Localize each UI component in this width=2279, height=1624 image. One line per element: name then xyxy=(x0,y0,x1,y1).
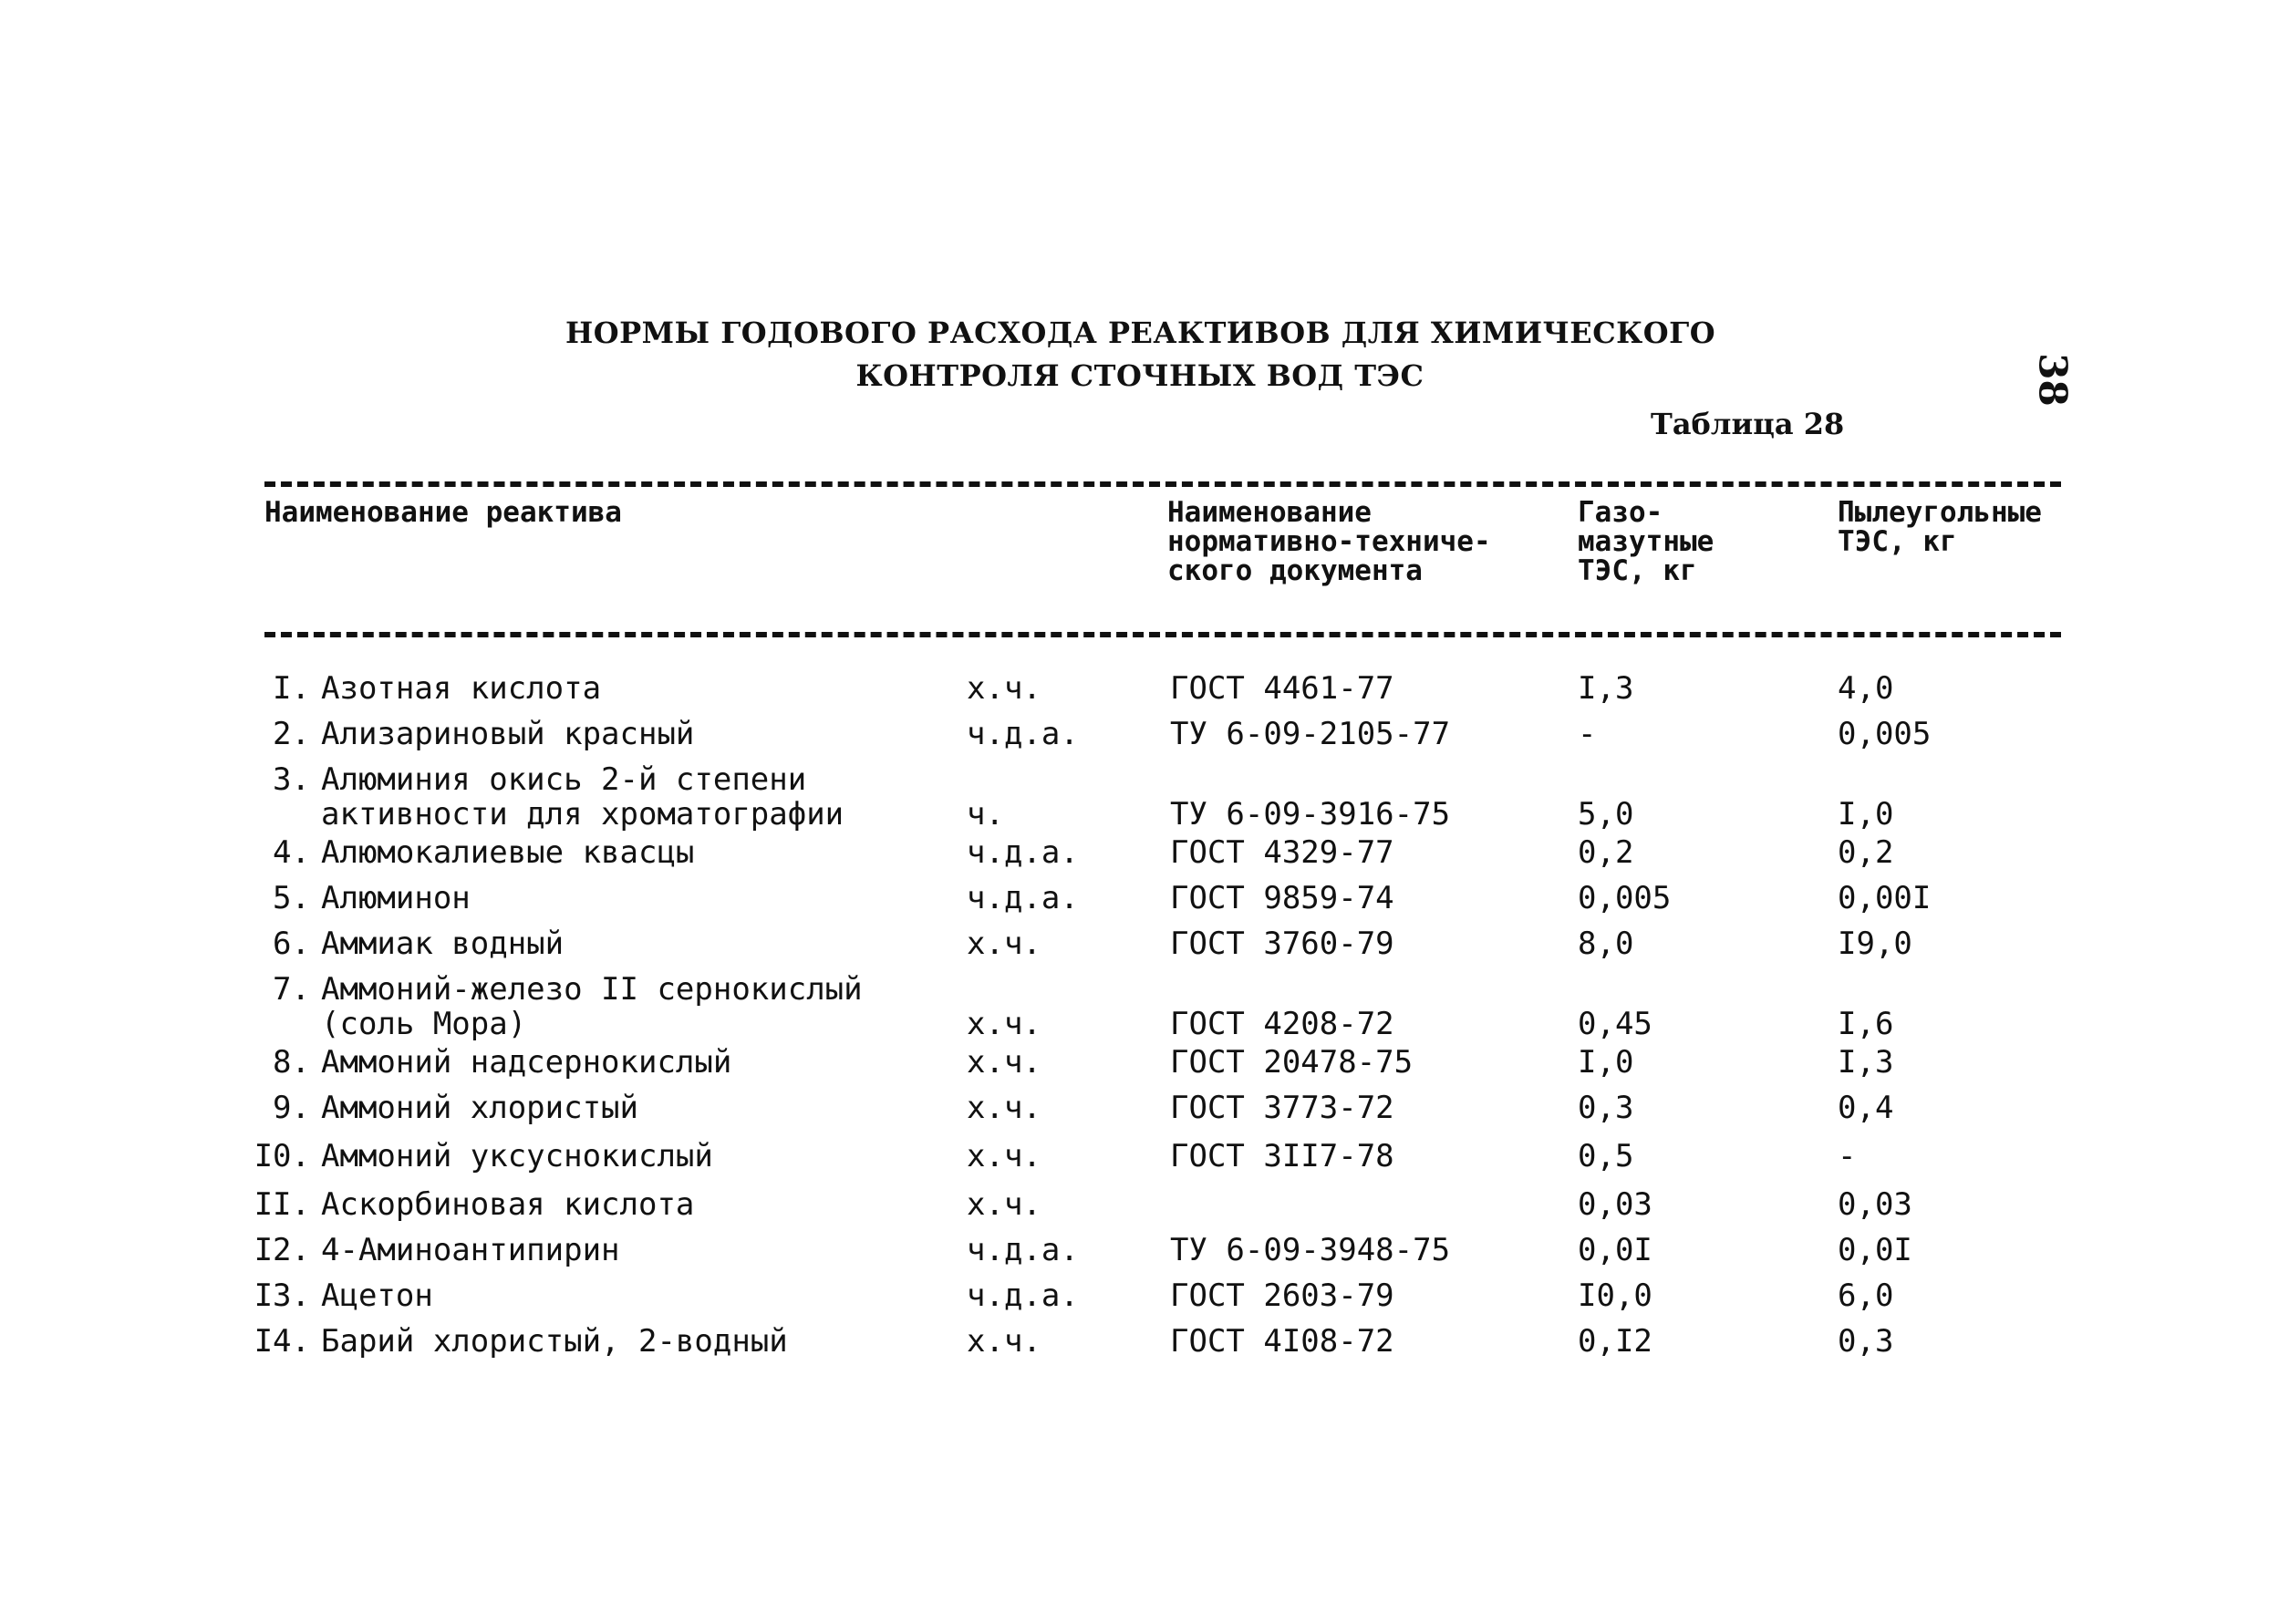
coal-amount: - xyxy=(1838,1138,1857,1174)
row-number: I2. xyxy=(254,1232,310,1268)
reagent-name: 4-Аминоантипирин xyxy=(321,1232,620,1268)
row-number: I0. xyxy=(254,1138,310,1174)
reagent-name: Ализариновый красный xyxy=(321,716,695,752)
standard-document: ГОСТ 2603-79 xyxy=(1170,1277,1394,1314)
reagent-name: Аскорбиновая кислота xyxy=(321,1186,695,1223)
gas-oil-amount: I,0 xyxy=(1578,1044,1634,1081)
reagent-grade: х.ч. xyxy=(967,926,1041,962)
reagent-grade: х.ч. xyxy=(967,1044,1041,1081)
reagent-name: Алюмокалиевые квасцы xyxy=(321,834,695,871)
row-number: II. xyxy=(254,1186,310,1223)
row-number: 9. xyxy=(273,1090,310,1126)
reagent-grade: х.ч. xyxy=(967,1323,1041,1360)
coal-amount: 0,03 xyxy=(1838,1186,1912,1223)
row-number: I. xyxy=(273,670,310,707)
reagent-grade: х.ч. xyxy=(967,1006,1041,1042)
row-number: 2. xyxy=(273,716,310,752)
reagent-name: Азотная кислота xyxy=(321,670,602,707)
coal-amount: 0,0I xyxy=(1838,1232,1912,1268)
reagent-grade: ч.д.а. xyxy=(967,1277,1079,1314)
header-coal-line: ТЭС, кг xyxy=(1838,525,1957,558)
reagent-name: Барий хлористый, 2-водный xyxy=(321,1323,788,1360)
standard-document: ГОСТ 4461-77 xyxy=(1170,670,1394,707)
standard-document: ГОСТ 20478-75 xyxy=(1170,1044,1414,1081)
header-gas-oil-line: ТЭС, кг xyxy=(1578,554,1697,587)
coal-amount: 0,4 xyxy=(1838,1090,1894,1126)
header-gas-oil-line: Газо- xyxy=(1578,496,1663,529)
row-number: 4. xyxy=(273,834,310,871)
reagent-name: Алюминон xyxy=(321,880,471,916)
standard-document: ТУ 6-09-2105-77 xyxy=(1170,716,1451,752)
reagent-name: Ацетон xyxy=(321,1277,433,1314)
header-document-line: нормативно-техниче- xyxy=(1167,525,1491,558)
coal-amount: I9,0 xyxy=(1838,926,1912,962)
header-top-rule xyxy=(264,481,2061,487)
coal-amount: I,6 xyxy=(1838,1006,1894,1042)
reagent-grade: ч.д.а. xyxy=(967,834,1079,871)
gas-oil-amount: 0,45 xyxy=(1578,1006,1652,1042)
header-coal-line: Пылеугольные xyxy=(1838,496,2042,529)
gas-oil-amount: 0,5 xyxy=(1578,1138,1634,1174)
header-document-line: Наименование xyxy=(1167,496,1372,529)
reagent-name: Аммоний уксуснокислый xyxy=(321,1138,713,1174)
coal-amount: I,0 xyxy=(1838,796,1894,833)
reagent-name: Аммиак водный xyxy=(321,926,565,962)
standard-document: ГОСТ 4329-77 xyxy=(1170,834,1394,871)
reagent-grade: х.ч. xyxy=(967,1138,1041,1174)
header-gas-oil-line: мазутные xyxy=(1578,525,1714,558)
header-document-name xyxy=(1167,498,1491,585)
gas-oil-amount: 0,005 xyxy=(1578,880,1672,916)
reagent-grade: ч. xyxy=(967,796,1004,833)
standard-document: ГОСТ 3760-79 xyxy=(1170,926,1394,962)
header-coal-tpp xyxy=(1838,498,2042,556)
reagent-name: Аммоний надсернокислый xyxy=(321,1044,732,1081)
coal-amount: 0,00I xyxy=(1838,880,1932,916)
standard-document: ГОСТ 4208-72 xyxy=(1170,1006,1394,1042)
coal-amount: 6,0 xyxy=(1838,1277,1894,1314)
standard-document: ГОСТ 4I08-72 xyxy=(1170,1323,1394,1360)
header-reagent-name xyxy=(264,498,622,527)
gas-oil-amount: 0,2 xyxy=(1578,834,1634,871)
row-number: 5. xyxy=(273,880,310,916)
reagent-name: Аммоний-железо II сернокислый (соль Мора) xyxy=(321,971,863,1042)
reagent-grade: ч.д.а. xyxy=(967,716,1079,752)
gas-oil-amount: I,3 xyxy=(1578,670,1634,707)
reagent-grade: х.ч. xyxy=(967,1186,1041,1223)
row-number: I4. xyxy=(254,1323,310,1360)
row-number: 8. xyxy=(273,1044,310,1081)
reagent-name: Аммоний хлористый xyxy=(321,1090,638,1126)
page-number: 38 xyxy=(2030,353,2076,407)
reagent-grade: х.ч. xyxy=(967,1090,1041,1126)
standard-document: ГОСТ 9859-74 xyxy=(1170,880,1394,916)
gas-oil-amount: - xyxy=(1578,716,1597,752)
header-document-line: ского документа xyxy=(1167,554,1423,587)
row-number: 6. xyxy=(273,926,310,962)
reagent-grade: ч.д.а. xyxy=(967,1232,1079,1268)
coal-amount: 0,005 xyxy=(1838,716,1932,752)
gas-oil-amount: 0,3 xyxy=(1578,1090,1634,1126)
document-title-line-1: НОРМЫ ГОДОВОГО РАСХОДА РЕАКТИВОВ ДЛЯ ХИМИЧЕСКОГО xyxy=(565,315,1716,350)
row-number: I3. xyxy=(254,1277,310,1314)
gas-oil-amount: 5,0 xyxy=(1578,796,1634,833)
row-number: 3. xyxy=(273,761,310,798)
gas-oil-amount: 0,03 xyxy=(1578,1186,1652,1223)
coal-amount: 0,2 xyxy=(1838,834,1894,871)
gas-oil-amount: 0,0I xyxy=(1578,1232,1652,1268)
header-gas-oil-tpp xyxy=(1578,498,1714,585)
row-number: 7. xyxy=(273,971,310,1008)
reagent-grade: х.ч. xyxy=(967,670,1041,707)
reagent-name: Алюминия окись 2-й степени активности для хроматографии xyxy=(321,761,844,833)
gas-oil-amount: 0,I2 xyxy=(1578,1323,1652,1360)
gas-oil-amount: 8,0 xyxy=(1578,926,1634,962)
reagent-grade: ч.д.а. xyxy=(967,880,1079,916)
header-reagent-label: Наименование реактива xyxy=(264,496,622,529)
table-label: Таблица 28 xyxy=(1651,407,1845,441)
document-title-line-2: КОНТРОЛЯ СТОЧНЫХ ВОД ТЭС xyxy=(855,358,1424,393)
standard-document: ГОСТ 3773-72 xyxy=(1170,1090,1394,1126)
gas-oil-amount: I0,0 xyxy=(1578,1277,1652,1314)
standard-document: ТУ 6-09-3948-75 xyxy=(1170,1232,1451,1268)
coal-amount: 4,0 xyxy=(1838,670,1894,707)
standard-document: ТУ 6-09-3916-75 xyxy=(1170,796,1451,833)
header-bottom-rule xyxy=(264,632,2061,637)
standard-document: ГОСТ 3II7-78 xyxy=(1170,1138,1394,1174)
coal-amount: 0,3 xyxy=(1838,1323,1894,1360)
coal-amount: I,3 xyxy=(1838,1044,1894,1081)
